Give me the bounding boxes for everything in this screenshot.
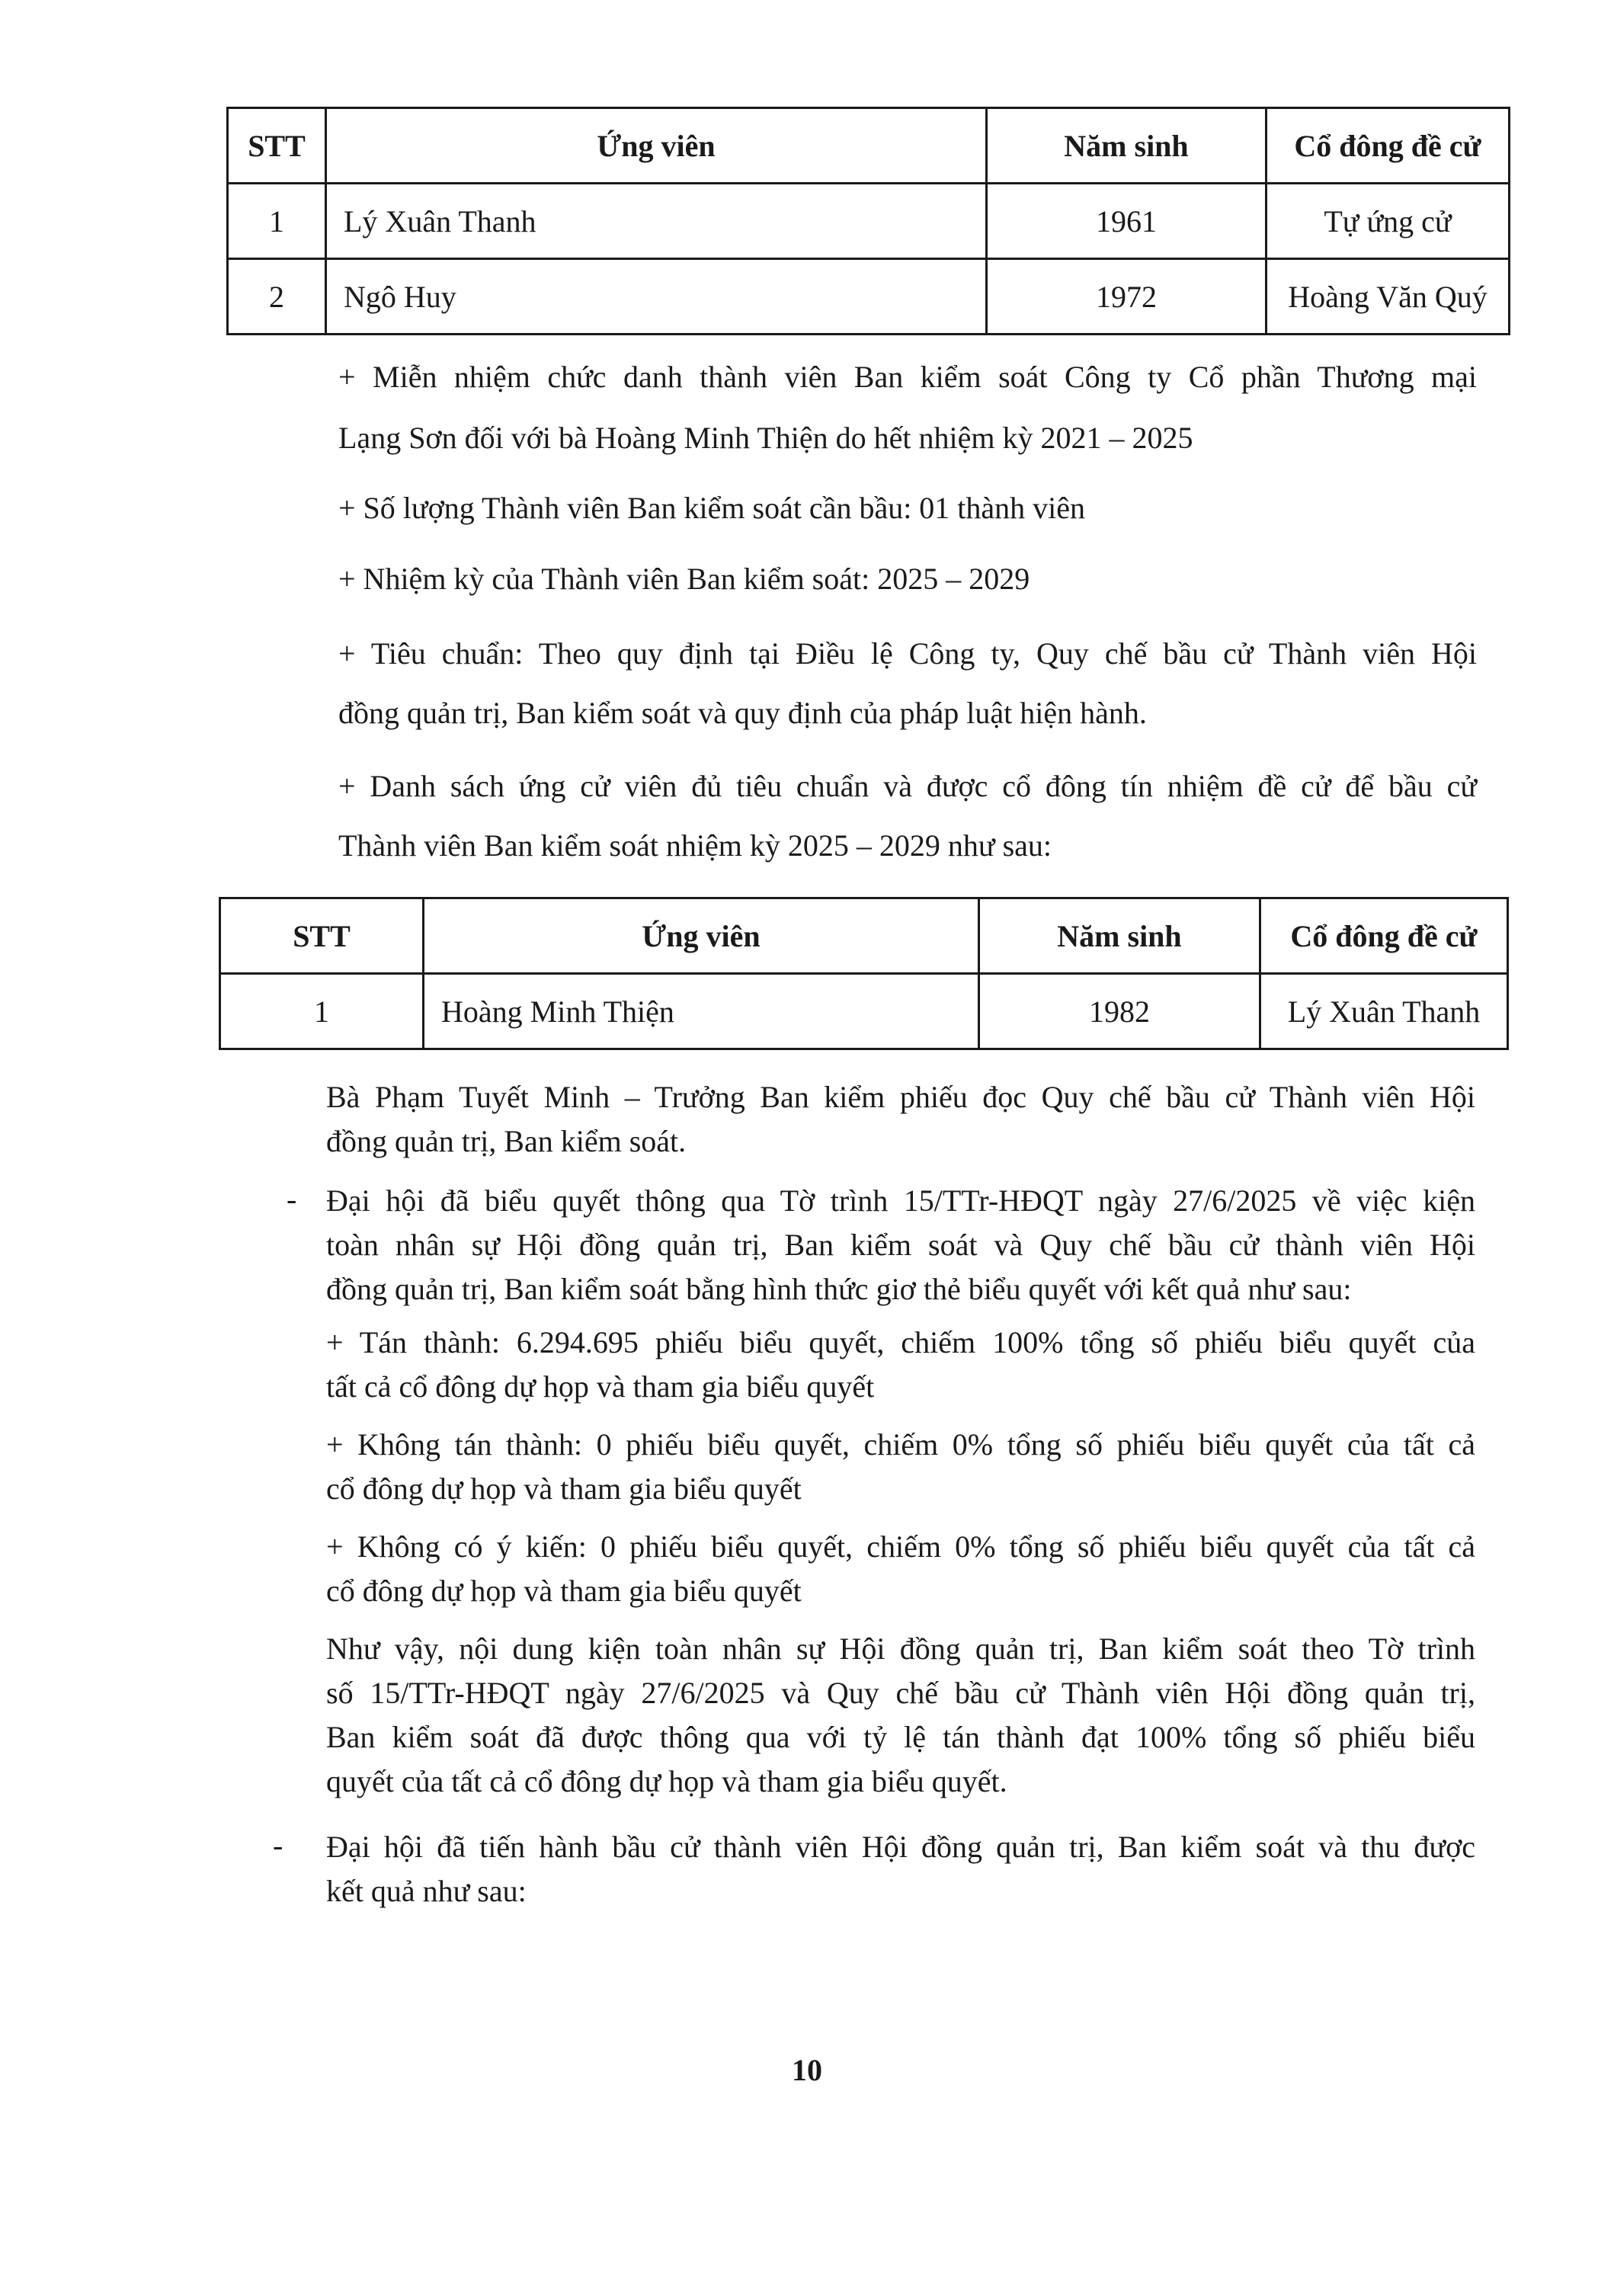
cell-stt: 1 bbox=[228, 184, 326, 259]
bullet-dash: - bbox=[273, 1828, 283, 1862]
paragraph-line: Bà Phạm Tuyết Minh – Trưởng Ban kiểm phiếu đọc Quy chế bầu cử Thành viên Hội bbox=[326, 1080, 1475, 1114]
paragraph-line: tất cả cổ đông dự họp và tham gia biểu quyết bbox=[326, 1369, 875, 1404]
header-nominator: Cổ đông đề cử bbox=[1260, 898, 1508, 974]
cell-stt: 2 bbox=[228, 259, 326, 335]
paragraph-line: toàn nhân sự Hội đồng quản trị, Ban kiểm soát và Quy chế bầu cử thành viên Hội bbox=[326, 1228, 1475, 1262]
table-row bbox=[228, 259, 1510, 335]
paragraph-line: kết quả như sau: bbox=[326, 1874, 527, 1908]
cell-stt: 1 bbox=[220, 974, 424, 1049]
paragraph-line: Thành viên Ban kiểm soát nhiệm kỳ 2025 – 2029 như sau: bbox=[338, 828, 1052, 863]
candidate-table-board bbox=[226, 107, 1510, 335]
page-number: 10 bbox=[792, 2053, 822, 2087]
header-stt: STT bbox=[220, 898, 424, 974]
paragraph-line: + Miễn nhiệm chức danh thành viên Ban kiểm soát Công ty Cổ phần Thương mại bbox=[338, 360, 1477, 394]
paragraph-line: số 15/TTr-HĐQT ngày 27/6/2025 và Quy chế bầu cử Thành viên Hội đồng quản trị, bbox=[326, 1676, 1475, 1710]
paragraph-line: Lạng Sơn đối với bà Hoàng Minh Thiện do hết nhiệm kỳ 2021 – 2025 bbox=[338, 421, 1193, 455]
cell-nominator: Lý Xuân Thanh bbox=[1260, 974, 1508, 1049]
paragraph-line: đồng quản trị, Ban kiểm soát. bbox=[326, 1124, 687, 1158]
paragraph-line: cổ đông dự họp và tham gia biểu quyết bbox=[326, 1574, 802, 1608]
paragraph-line: Như vậy, nội dung kiện toàn nhân sự Hội đồng quản trị, Ban kiểm soát theo Tờ trình bbox=[326, 1632, 1475, 1666]
paragraph-line: đồng quản trị, Ban kiểm soát bằng hình thức giơ thẻ biểu quyết với kết quả như sau: bbox=[326, 1272, 1352, 1306]
paragraph-line: + Không có ý kiến: 0 phiếu biểu quyết, chiếm 0% tổng số phiếu biểu quyết của tất cả bbox=[326, 1529, 1475, 1564]
cell-nominator: Tự ứng cử bbox=[1267, 184, 1510, 259]
table-row bbox=[220, 974, 1508, 1049]
paragraph-line: + Tán thành: 6.294.695 phiếu biểu quyết, chiếm 100% tổng số phiếu biểu quyết của bbox=[326, 1325, 1475, 1359]
bullet-dash: - bbox=[287, 1182, 297, 1216]
paragraph-line: + Nhiệm kỳ của Thành viên Ban kiểm soát: 2025 – 2029 bbox=[338, 562, 1030, 596]
cell-birth-year: 1972 bbox=[987, 259, 1267, 335]
cell-birth-year: 1982 bbox=[979, 974, 1260, 1049]
table-header-row bbox=[228, 108, 1510, 184]
cell-candidate: Hoàng Minh Thiện bbox=[424, 974, 979, 1049]
cell-nominator: Hoàng Văn Quý bbox=[1267, 259, 1510, 335]
paragraph-line: quyết của tất cả cổ đông dự họp và tham gia biểu quyết. bbox=[326, 1764, 1007, 1798]
paragraph-line: cổ đông dự họp và tham gia biểu quyết bbox=[326, 1471, 802, 1506]
paragraph-line: đồng quản trị, Ban kiểm soát và quy định của pháp luật hiện hành. bbox=[338, 696, 1147, 730]
paragraph-line: + Không tán thành: 0 phiếu biểu quyết, chiếm 0% tổng số phiếu biểu quyết của tất cả bbox=[326, 1427, 1475, 1462]
paragraph-line: Đại hội đã biểu quyết thông qua Tờ trình 15/TTr-HĐQT ngày 27/6/2025 về việc kiện bbox=[326, 1183, 1475, 1218]
table-header-row bbox=[220, 898, 1508, 974]
cell-candidate: Lý Xuân Thanh bbox=[326, 184, 987, 259]
header-candidate: Ứng viên bbox=[326, 108, 987, 184]
paragraph-line: + Số lượng Thành viên Ban kiểm soát cần bầu: 01 thành viên bbox=[338, 491, 1086, 525]
paragraph-line: + Danh sách ứng cử viên đủ tiêu chuẩn và được cổ đông tín nhiệm đề cử để bầu cử bbox=[338, 769, 1477, 803]
header-stt: STT bbox=[228, 108, 326, 184]
header-nominator: Cổ đông đề cử bbox=[1267, 108, 1510, 184]
header-birth-year: Năm sinh bbox=[987, 108, 1267, 184]
paragraph-line: Đại hội đã tiến hành bầu cử thành viên Hội đồng quản trị, Ban kiểm soát và thu được bbox=[326, 1830, 1475, 1864]
paragraph-line: + Tiêu chuẩn: Theo quy định tại Điều lệ Công ty, Quy chế bầu cử Thành viên Hội bbox=[338, 636, 1477, 671]
paragraph-line: Ban kiểm soát đã được thông qua với tỷ lệ tán thành đạt 100% tổng số phiếu biểu bbox=[326, 1720, 1475, 1754]
table-row bbox=[228, 184, 1510, 259]
cell-candidate: Ngô Huy bbox=[326, 259, 987, 335]
header-birth-year: Năm sinh bbox=[979, 898, 1260, 974]
header-candidate: Ứng viên bbox=[424, 898, 979, 974]
cell-birth-year: 1961 bbox=[987, 184, 1267, 259]
candidate-table-supervisory bbox=[219, 897, 1509, 1050]
